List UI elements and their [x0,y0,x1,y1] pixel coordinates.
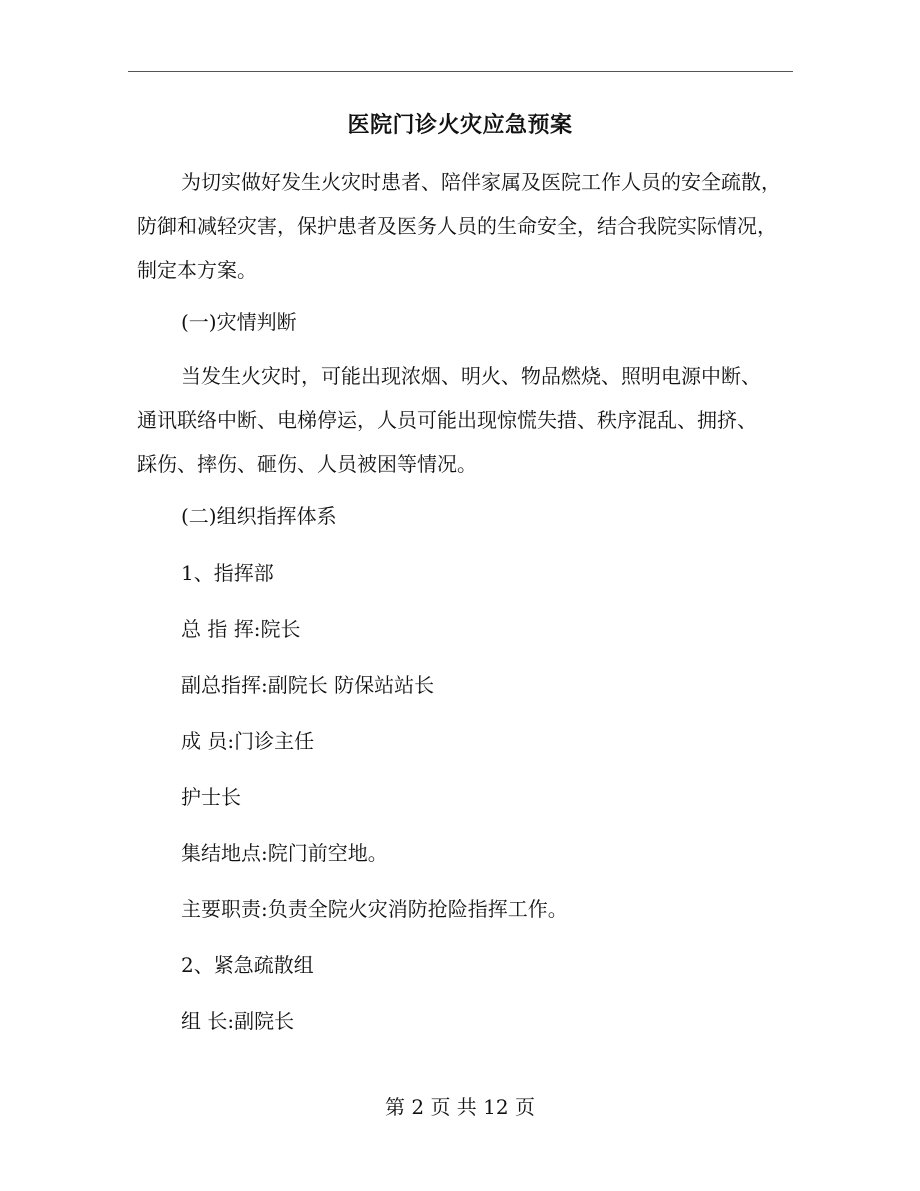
list-item: 成 员:门诊主任 [181,729,315,753]
body-line: 踩伤、摔伤、砸伤、人员被困等情况。 [137,452,477,476]
body-line: 当发生火灾时，可能出现浓烟、明火、物品燃烧、照明电源中断、 [181,364,761,388]
page-number-footer: 第 2 页 共 12 页 [385,1095,535,1119]
section-heading-disaster-assessment: (一)灾情判断 [181,310,297,334]
list-item: 1、指挥部 [181,561,274,585]
list-item: 集结地点:院门前空地。 [181,841,388,865]
intro-line: 制定本方案。 [137,258,257,282]
intro-paragraph [137,160,797,292]
list-item: 2、紧急疏散组 [181,953,314,977]
list-item: 护士长 [181,785,241,809]
document-title: 医院门诊火灾应急预案 [347,112,573,138]
intro-line: 为切实做好发生火灾时患者、陪伴家属及医院工作人员的安全疏散， [181,170,781,194]
disaster-assessment-paragraph [137,354,797,486]
list-item: 主要职责:负责全院火灾消防抢险指挥工作。 [181,897,568,921]
header-divider [128,71,793,72]
body-line: 通讯联络中断、电梯停运，人员可能出现惊慌失措、秩序混乱、拥挤、 [137,408,757,432]
list-item: 组 长:副院长 [181,1009,295,1033]
list-item: 总 指 挥:院长 [181,617,301,641]
intro-line: 防御和减轻灾害，保护患者及医务人员的生命安全，结合我院实际情况， [137,214,777,238]
list-item: 副总指挥:副院长 防保站站长 [181,673,435,697]
section-heading-command-system: (二)组织指挥体系 [181,504,337,528]
